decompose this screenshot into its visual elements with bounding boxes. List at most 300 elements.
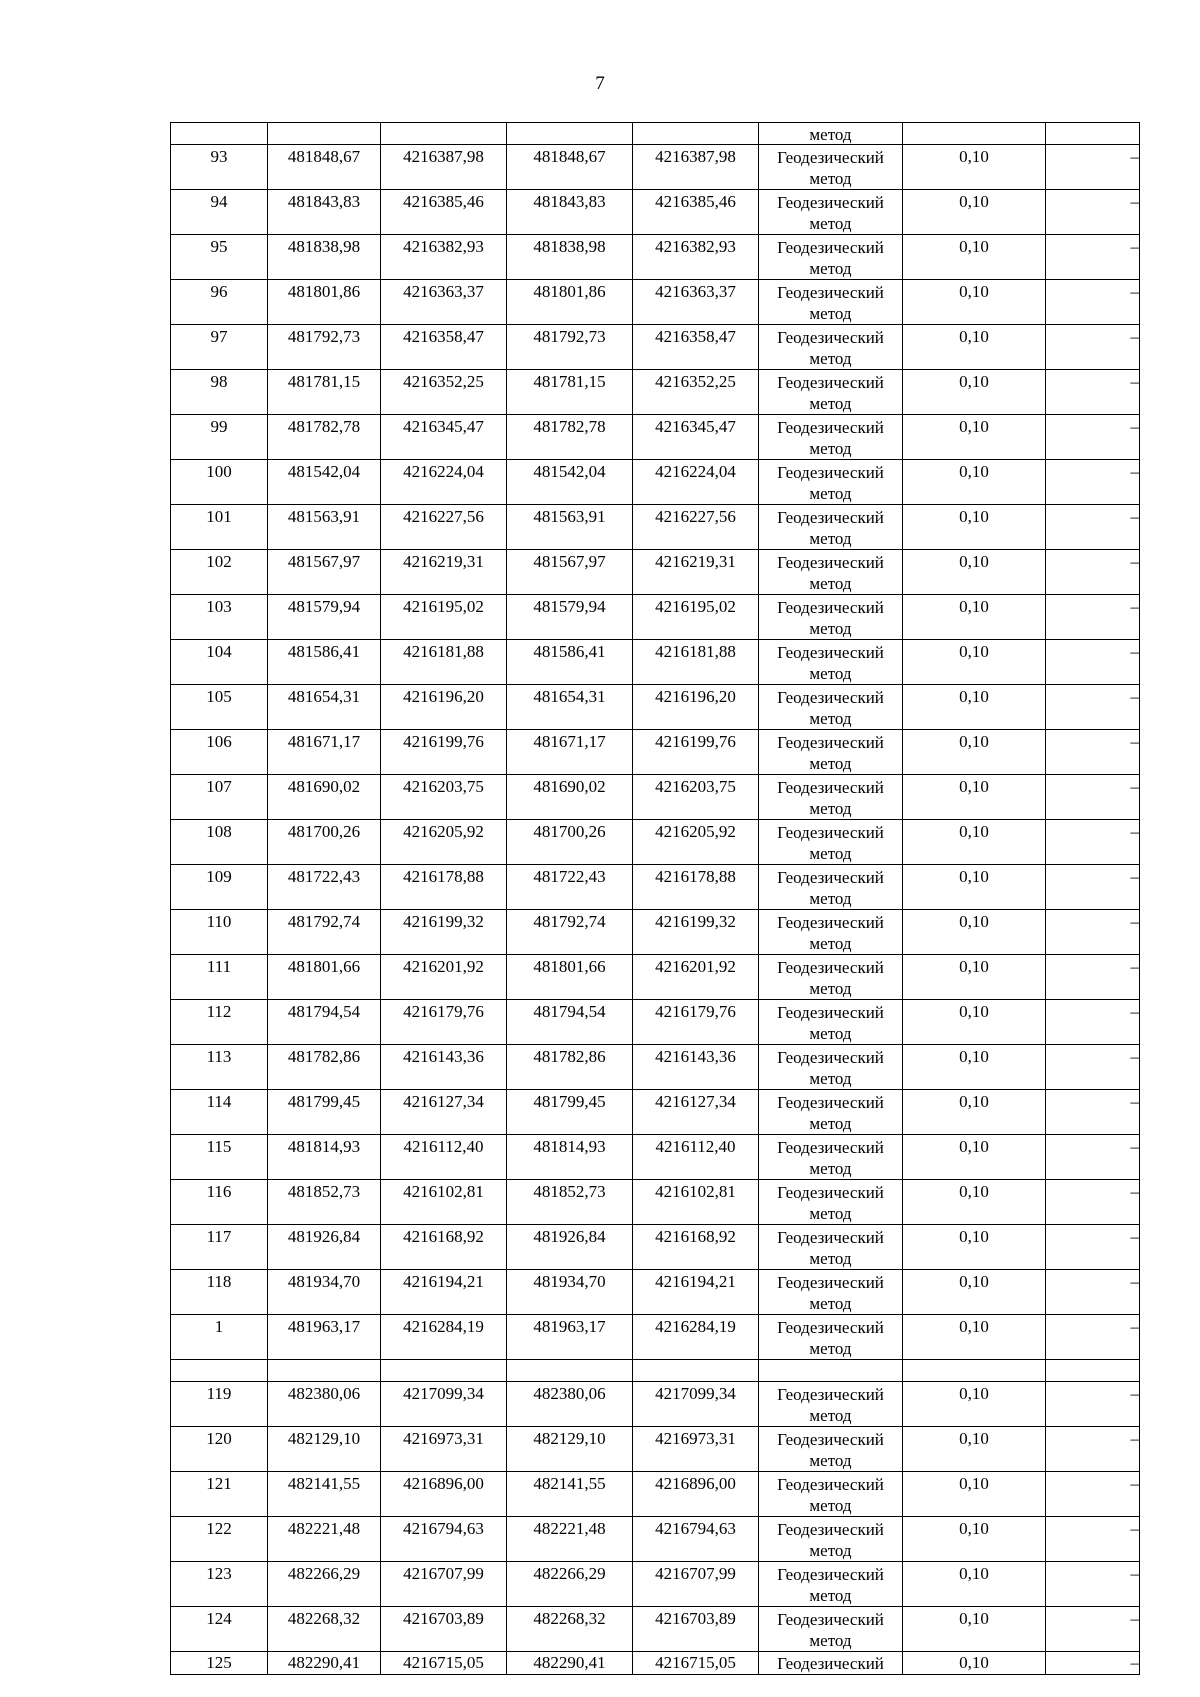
existing-x-cell: 482268,32 — [268, 1607, 381, 1652]
refined-y-cell: 4216385,46 — [633, 190, 759, 235]
existing-x-cell: 481671,17 — [268, 730, 381, 775]
accuracy-cell: 0,10 — [903, 460, 1046, 505]
refined-y-cell: 4216382,93 — [633, 235, 759, 280]
table-cell — [903, 1360, 1046, 1382]
refined-y-cell: 4216179,76 — [633, 1000, 759, 1045]
method-line: Геодезический — [777, 1138, 884, 1157]
refined-y-cell: 4216194,21 — [633, 1270, 759, 1315]
table-row — [171, 1652, 1140, 1675]
existing-y-cell: 4216196,20 — [381, 685, 507, 730]
note-cell: – — [1046, 1652, 1140, 1675]
refined-y-cell: 4216127,34 — [633, 1090, 759, 1135]
note-cell: – — [1046, 775, 1140, 820]
refined-y-cell: 4216112,40 — [633, 1135, 759, 1180]
note-cell: – — [1046, 865, 1140, 910]
method-line: метод — [809, 1204, 852, 1223]
point-number-cell: 123 — [171, 1562, 268, 1607]
existing-x-cell: 481794,54 — [268, 1000, 381, 1045]
note-cell: – — [1046, 505, 1140, 550]
point-number-cell: 122 — [171, 1517, 268, 1562]
method-line: Геодезический — [777, 463, 884, 482]
note-cell: – — [1046, 280, 1140, 325]
refined-y-cell: 4216168,92 — [633, 1225, 759, 1270]
existing-x-cell: 481848,67 — [268, 145, 381, 190]
coordinates-table — [170, 122, 1140, 1675]
table-row — [171, 640, 1140, 685]
accuracy-cell: 0,10 — [903, 820, 1046, 865]
accuracy-cell: 0,10 — [903, 145, 1046, 190]
table-row — [171, 550, 1140, 595]
refined-x-cell: 482141,55 — [507, 1472, 633, 1517]
method-cell — [759, 685, 903, 730]
accuracy-cell: 0,10 — [903, 550, 1046, 595]
method-cell — [759, 1472, 903, 1517]
refined-x-cell: 481671,17 — [507, 730, 633, 775]
accuracy-cell: 0,10 — [903, 1607, 1046, 1652]
existing-y-cell: 4216195,02 — [381, 595, 507, 640]
table-cell — [633, 123, 759, 145]
method-cell — [759, 1652, 903, 1675]
method-cell — [759, 1000, 903, 1045]
method-line: метод — [809, 1114, 852, 1133]
table-row — [171, 235, 1140, 280]
method-line: Геодезический — [777, 823, 884, 842]
table-row — [171, 1270, 1140, 1315]
refined-y-cell: 4216345,47 — [633, 415, 759, 460]
point-number-cell: 114 — [171, 1090, 268, 1135]
blank-row — [171, 1360, 1140, 1382]
method-cell — [759, 1517, 903, 1562]
method-cell — [759, 595, 903, 640]
method-line: метод — [809, 754, 852, 773]
table-row — [171, 280, 1140, 325]
method-line: метод — [809, 484, 852, 503]
table-cell — [759, 1360, 903, 1382]
point-number-cell: 104 — [171, 640, 268, 685]
note-cell: – — [1046, 1427, 1140, 1472]
note-cell: – — [1046, 1562, 1140, 1607]
existing-y-cell: 4216112,40 — [381, 1135, 507, 1180]
refined-y-cell: 4216219,31 — [633, 550, 759, 595]
existing-x-cell: 481926,84 — [268, 1225, 381, 1270]
accuracy-cell: 0,10 — [903, 1270, 1046, 1315]
existing-y-cell: 4216896,00 — [381, 1472, 507, 1517]
existing-y-cell: 4216143,36 — [381, 1045, 507, 1090]
method-line: метод — [809, 799, 852, 818]
method-line: метод — [809, 664, 852, 683]
note-cell: – — [1046, 1517, 1140, 1562]
existing-x-cell: 481586,41 — [268, 640, 381, 685]
refined-y-cell: 4216715,05 — [633, 1652, 759, 1675]
table-cell — [633, 1360, 759, 1382]
refined-y-cell: 4216363,37 — [633, 280, 759, 325]
accuracy-cell: 0,10 — [903, 1382, 1046, 1427]
refined-x-cell: 481542,04 — [507, 460, 633, 505]
note-cell: – — [1046, 415, 1140, 460]
existing-y-cell: 4216201,92 — [381, 955, 507, 1000]
refined-y-cell: 4216199,32 — [633, 910, 759, 955]
point-number-cell: 95 — [171, 235, 268, 280]
table-row — [171, 1562, 1140, 1607]
note-cell: – — [1046, 595, 1140, 640]
accuracy-cell: 0,10 — [903, 190, 1046, 235]
refined-y-cell: 4216352,25 — [633, 370, 759, 415]
refined-x-cell: 481782,86 — [507, 1045, 633, 1090]
refined-y-cell: 4216707,99 — [633, 1562, 759, 1607]
method-line: метод — [809, 574, 852, 593]
accuracy-cell: 0,10 — [903, 730, 1046, 775]
method-line: Геодезический — [777, 418, 884, 437]
method-line: метод — [809, 1339, 852, 1358]
existing-y-cell: 4216179,76 — [381, 1000, 507, 1045]
point-number-cell: 93 — [171, 145, 268, 190]
note-cell: – — [1046, 235, 1140, 280]
method-line: Геодезический — [777, 868, 884, 887]
method-line: Геодезический — [777, 1475, 884, 1494]
method-line: Геодезический — [777, 508, 884, 527]
existing-x-cell: 481782,78 — [268, 415, 381, 460]
refined-x-cell: 481794,54 — [507, 1000, 633, 1045]
accuracy-cell: 0,10 — [903, 1225, 1046, 1270]
refined-y-cell: 4216794,63 — [633, 1517, 759, 1562]
existing-y-cell: 4216352,25 — [381, 370, 507, 415]
note-cell: – — [1046, 1382, 1140, 1427]
existing-y-cell: 4216707,99 — [381, 1562, 507, 1607]
table-row — [171, 325, 1140, 370]
method-line: метод — [809, 619, 852, 638]
existing-x-cell: 482266,29 — [268, 1562, 381, 1607]
existing-y-cell: 4216715,05 — [381, 1652, 507, 1675]
method-cell — [759, 775, 903, 820]
note-cell: – — [1046, 1045, 1140, 1090]
refined-y-cell: 4216227,56 — [633, 505, 759, 550]
point-number-cell: 97 — [171, 325, 268, 370]
method-cell — [759, 460, 903, 505]
carry-over-method: метод — [759, 123, 903, 145]
note-cell: – — [1046, 460, 1140, 505]
accuracy-cell: 0,10 — [903, 1652, 1046, 1675]
accuracy-cell: 0,10 — [903, 325, 1046, 370]
method-line: Геодезический — [777, 643, 884, 662]
method-cell — [759, 550, 903, 595]
existing-y-cell: 4216199,76 — [381, 730, 507, 775]
method-cell — [759, 235, 903, 280]
method-line: Геодезический — [777, 1183, 884, 1202]
method-line: метод — [809, 1069, 852, 1088]
existing-x-cell: 481700,26 — [268, 820, 381, 865]
note-cell: – — [1046, 1180, 1140, 1225]
method-line: метод — [809, 889, 852, 908]
refined-y-cell: 4217099,34 — [633, 1382, 759, 1427]
table-cell — [381, 1360, 507, 1382]
note-cell: – — [1046, 550, 1140, 595]
method-cell — [759, 415, 903, 460]
note-cell: – — [1046, 1472, 1140, 1517]
table-row — [171, 730, 1140, 775]
existing-y-cell: 4216194,21 — [381, 1270, 507, 1315]
accuracy-cell: 0,10 — [903, 1562, 1046, 1607]
refined-y-cell: 4216387,98 — [633, 145, 759, 190]
method-cell — [759, 640, 903, 685]
method-line: Геодезический — [777, 1565, 884, 1584]
method-line: метод — [809, 214, 852, 233]
existing-x-cell: 482290,41 — [268, 1652, 381, 1675]
table-row — [171, 865, 1140, 910]
table-row — [171, 370, 1140, 415]
note-cell: – — [1046, 1315, 1140, 1360]
note-cell: – — [1046, 730, 1140, 775]
existing-y-cell: 4216219,31 — [381, 550, 507, 595]
existing-x-cell: 481843,83 — [268, 190, 381, 235]
point-number-cell: 102 — [171, 550, 268, 595]
method-cell — [759, 1315, 903, 1360]
table-row — [171, 505, 1140, 550]
note-cell: – — [1046, 1607, 1140, 1652]
existing-y-cell: 4216703,89 — [381, 1607, 507, 1652]
existing-x-cell: 481563,91 — [268, 505, 381, 550]
point-number-cell: 112 — [171, 1000, 268, 1045]
existing-x-cell: 481934,70 — [268, 1270, 381, 1315]
accuracy-cell: 0,10 — [903, 775, 1046, 820]
refined-x-cell: 481586,41 — [507, 640, 633, 685]
method-cell — [759, 1225, 903, 1270]
point-number-cell: 125 — [171, 1652, 268, 1675]
method-line: метод — [809, 1159, 852, 1178]
note-cell: – — [1046, 190, 1140, 235]
table-row — [171, 910, 1140, 955]
table-cell — [171, 123, 268, 145]
method-line: метод — [809, 979, 852, 998]
method-line: метод — [809, 1586, 852, 1605]
table-row — [171, 460, 1140, 505]
method-line: метод — [809, 1294, 852, 1313]
method-line: Геодезический — [777, 1318, 884, 1337]
method-cell — [759, 1382, 903, 1427]
method-line: Геодезический — [777, 1003, 884, 1022]
existing-x-cell: 481852,73 — [268, 1180, 381, 1225]
refined-y-cell: 4216196,20 — [633, 685, 759, 730]
method-cell — [759, 145, 903, 190]
method-cell — [759, 820, 903, 865]
existing-x-cell: 481801,66 — [268, 955, 381, 1000]
table-row — [171, 1180, 1140, 1225]
table-row — [171, 1090, 1140, 1135]
point-number-cell: 1 — [171, 1315, 268, 1360]
method-line: метод — [809, 304, 852, 323]
point-number-cell: 117 — [171, 1225, 268, 1270]
method-cell — [759, 280, 903, 325]
method-line: Геодезический — [777, 1654, 884, 1673]
point-number-cell: 94 — [171, 190, 268, 235]
point-number-cell: 105 — [171, 685, 268, 730]
accuracy-cell: 0,10 — [903, 415, 1046, 460]
table-row — [171, 1045, 1140, 1090]
existing-x-cell: 481781,15 — [268, 370, 381, 415]
table-row — [171, 1472, 1140, 1517]
method-cell — [759, 1562, 903, 1607]
accuracy-cell: 0,10 — [903, 1472, 1046, 1517]
note-cell: – — [1046, 685, 1140, 730]
refined-x-cell: 481792,74 — [507, 910, 633, 955]
table-row — [171, 1135, 1140, 1180]
table-cell — [171, 1360, 268, 1382]
carry-over-row — [171, 123, 1140, 145]
table-row — [171, 1315, 1140, 1360]
existing-x-cell: 481579,94 — [268, 595, 381, 640]
table-row — [171, 1607, 1140, 1652]
point-number-cell: 98 — [171, 370, 268, 415]
existing-x-cell: 481801,86 — [268, 280, 381, 325]
method-line: метод — [809, 394, 852, 413]
method-line: Геодезический — [777, 193, 884, 212]
refined-y-cell: 4216205,92 — [633, 820, 759, 865]
existing-x-cell: 481838,98 — [268, 235, 381, 280]
refined-y-cell: 4216203,75 — [633, 775, 759, 820]
existing-y-cell: 4216973,31 — [381, 1427, 507, 1472]
method-line: Геодезический — [777, 1093, 884, 1112]
method-line: метод — [809, 1451, 852, 1470]
accuracy-cell: 0,10 — [903, 1090, 1046, 1135]
point-number-cell: 100 — [171, 460, 268, 505]
existing-y-cell: 4216358,47 — [381, 325, 507, 370]
point-number-cell: 118 — [171, 1270, 268, 1315]
accuracy-cell: 0,10 — [903, 910, 1046, 955]
method-line: метод — [809, 709, 852, 728]
method-line: Геодезический — [777, 733, 884, 752]
table-row — [171, 1427, 1140, 1472]
refined-y-cell: 4216199,76 — [633, 730, 759, 775]
note-cell: – — [1046, 955, 1140, 1000]
table-row — [171, 1517, 1140, 1562]
accuracy-cell: 0,10 — [903, 1517, 1046, 1562]
method-line: Геодезический — [777, 778, 884, 797]
existing-x-cell: 481792,74 — [268, 910, 381, 955]
point-number-cell: 96 — [171, 280, 268, 325]
refined-y-cell: 4216896,00 — [633, 1472, 759, 1517]
accuracy-cell: 0,10 — [903, 1135, 1046, 1180]
method-cell — [759, 505, 903, 550]
method-line: Геодезический — [777, 283, 884, 302]
method-line: Геодезический — [777, 148, 884, 167]
refined-x-cell: 481567,97 — [507, 550, 633, 595]
accuracy-cell: 0,10 — [903, 865, 1046, 910]
method-line: Геодезический — [777, 913, 884, 932]
method-line: метод — [809, 1406, 852, 1425]
accuracy-cell: 0,10 — [903, 1427, 1046, 1472]
refined-x-cell: 481700,26 — [507, 820, 633, 865]
note-cell: – — [1046, 1090, 1140, 1135]
point-number-cell: 107 — [171, 775, 268, 820]
point-number-cell: 111 — [171, 955, 268, 1000]
note-cell: – — [1046, 1225, 1140, 1270]
table-cell — [268, 1360, 381, 1382]
existing-y-cell: 4217099,34 — [381, 1382, 507, 1427]
note-cell: – — [1046, 145, 1140, 190]
method-cell — [759, 730, 903, 775]
table-row — [171, 1000, 1140, 1045]
table-row — [171, 1225, 1140, 1270]
refined-x-cell: 482380,06 — [507, 1382, 633, 1427]
point-number-cell: 110 — [171, 910, 268, 955]
accuracy-cell: 0,10 — [903, 235, 1046, 280]
accuracy-cell: 0,10 — [903, 1000, 1046, 1045]
table-row — [171, 820, 1140, 865]
method-line: Геодезический — [777, 688, 884, 707]
existing-x-cell: 481782,86 — [268, 1045, 381, 1090]
existing-x-cell: 481799,45 — [268, 1090, 381, 1135]
point-number-cell: 115 — [171, 1135, 268, 1180]
note-cell: – — [1046, 370, 1140, 415]
existing-x-cell: 481690,02 — [268, 775, 381, 820]
existing-x-cell: 481542,04 — [268, 460, 381, 505]
method-line: Геодезический — [777, 1048, 884, 1067]
point-number-cell: 99 — [171, 415, 268, 460]
method-line: метод — [809, 169, 852, 188]
table-cell — [1046, 1360, 1140, 1382]
accuracy-cell: 0,10 — [903, 685, 1046, 730]
refined-x-cell: 481690,02 — [507, 775, 633, 820]
note-cell: – — [1046, 1270, 1140, 1315]
method-line: метод — [809, 1496, 852, 1515]
existing-y-cell: 4216224,04 — [381, 460, 507, 505]
table-row — [171, 190, 1140, 235]
method-cell — [759, 1180, 903, 1225]
method-cell — [759, 1270, 903, 1315]
refined-y-cell: 4216358,47 — [633, 325, 759, 370]
method-cell — [759, 865, 903, 910]
method-line: метод — [809, 1541, 852, 1560]
method-line: метод — [809, 349, 852, 368]
method-line: метод — [809, 934, 852, 953]
refined-x-cell: 481801,86 — [507, 280, 633, 325]
method-line: Геодезический — [777, 1273, 884, 1292]
refined-y-cell: 4216195,02 — [633, 595, 759, 640]
refined-x-cell: 481579,94 — [507, 595, 633, 640]
table-cell — [268, 123, 381, 145]
method-line: Геодезический — [777, 553, 884, 572]
method-line: метод — [809, 1024, 852, 1043]
table-row — [171, 685, 1140, 730]
table-row — [171, 1382, 1140, 1427]
refined-x-cell: 481963,17 — [507, 1315, 633, 1360]
refined-x-cell: 481801,66 — [507, 955, 633, 1000]
existing-x-cell: 481722,43 — [268, 865, 381, 910]
note-cell: – — [1046, 640, 1140, 685]
refined-x-cell: 481814,93 — [507, 1135, 633, 1180]
note-cell: – — [1046, 820, 1140, 865]
method-cell — [759, 190, 903, 235]
method-cell — [759, 910, 903, 955]
point-number-cell: 106 — [171, 730, 268, 775]
method-cell — [759, 370, 903, 415]
method-line: Геодезический — [777, 1430, 884, 1449]
table-cell — [903, 123, 1046, 145]
method-cell — [759, 1045, 903, 1090]
point-number-cell: 119 — [171, 1382, 268, 1427]
point-number-cell: 103 — [171, 595, 268, 640]
existing-x-cell: 481814,93 — [268, 1135, 381, 1180]
refined-y-cell: 4216284,19 — [633, 1315, 759, 1360]
refined-y-cell: 4216143,36 — [633, 1045, 759, 1090]
table-row — [171, 775, 1140, 820]
existing-y-cell: 4216385,46 — [381, 190, 507, 235]
table-row — [171, 145, 1140, 190]
existing-x-cell: 482221,48 — [268, 1517, 381, 1562]
method-cell — [759, 1090, 903, 1135]
method-cell — [759, 1427, 903, 1472]
method-cell — [759, 1607, 903, 1652]
refined-y-cell: 4216181,88 — [633, 640, 759, 685]
